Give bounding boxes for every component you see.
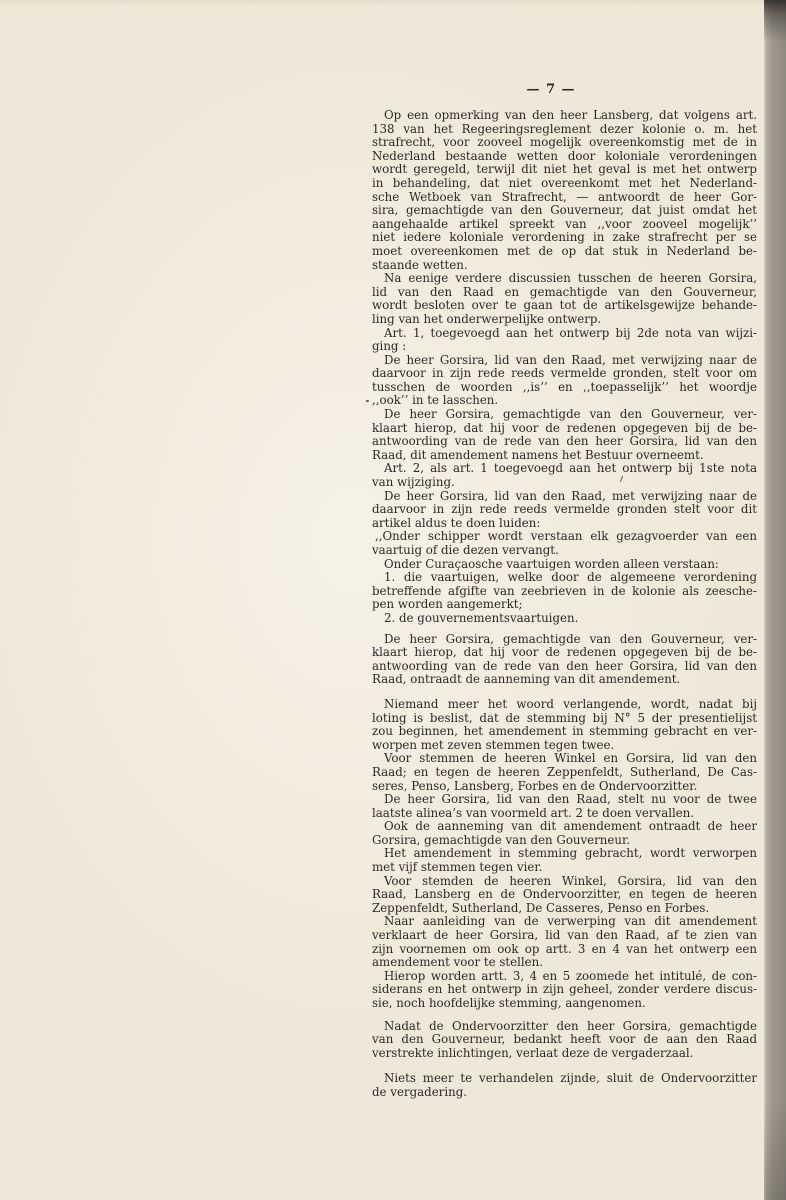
text-line: de vergadering. [372, 1084, 467, 1099]
text-line: 1. die vaartuigen, welke door de algemeene verordening [384, 570, 757, 585]
paragraph [372, 354, 757, 408]
text-line: Naar aanleiding van de verwerping van dit amendement [384, 914, 757, 929]
text-line: Raad, Lansberg en de Ondervoorzitter, en tegen de heeren [372, 887, 757, 902]
paragraph [372, 820, 757, 847]
paragraph [372, 752, 757, 793]
paragraph [372, 847, 757, 874]
text-line: Nadat de Ondervoorzitter den heer Gorsira, gemachtigde [384, 1018, 757, 1033]
paragraph [372, 530, 757, 557]
text-line: met vijf stemmen tegen vier. [372, 860, 543, 875]
page-number: — 7 — [526, 82, 576, 97]
text-line: Raad, ontraadt de aanneming van dit amendement. [372, 672, 681, 687]
text-line: Zeppenfeldt, Sutherland, De Casseres, Penso en Forbes. [372, 900, 710, 915]
text-line: vaartuig of die dezen vervangt. [372, 543, 559, 557]
paragraph [372, 793, 757, 820]
text-line: daarvoor in zijn rede reeds vermelde gronden, stelt voor om [372, 366, 757, 381]
text-line: De heer Gorsira, lid van den Raad, met verwijzing naar de [384, 352, 757, 367]
text-line: in behandeling, dat niet overeenkomt met het Nederland- [372, 175, 757, 190]
text-line: verklaart de heer Gorsira, lid van den Raad, af te zien van [372, 928, 757, 943]
text-line: daarvoor in zijn rede reeds vermelde gronden stelt voor dit [372, 502, 757, 517]
text-line: De heer Gorsira, gemachtigde van den Gouverneur, ver- [384, 407, 757, 422]
text-line: Voor stemden de heeren Winkel, Gorsira, lid van den [384, 873, 757, 888]
text-line: Gorsira, gemachtigde van den Gouverneur. [372, 832, 631, 847]
paragraph [372, 915, 757, 969]
paragraph [372, 571, 757, 612]
text-line: Voor stemmen de heeren Winkel en Gorsira, lid van den [384, 751, 757, 766]
text-line: Na eenige verdere discussien tusschen de heeren Gorsira, [384, 271, 757, 286]
paragraph [372, 698, 757, 752]
text-line: De heer Gorsira, gemachtigde van den Gouverneur, ver- [384, 631, 757, 646]
paragraph [372, 1020, 757, 1061]
ink-mark [366, 400, 369, 402]
text-line: verstrekte inlichtingen, verlaat deze de vergaderzaal. [372, 1045, 694, 1060]
paragraph [372, 462, 757, 489]
text-line: klaart hierop, dat hij voor de redenen opgegeven bij de be- [372, 645, 757, 660]
paragraph [372, 970, 757, 1011]
text-line: pen worden aangemerkt; [372, 597, 523, 612]
text-line: Niemand meer het woord verlangende, wordt, nadat bij [384, 696, 757, 711]
binding-edge [764, 0, 786, 1200]
paragraph [372, 109, 757, 272]
text-line: ling van het onderwerpelijke ontwerp. [372, 311, 602, 326]
text-line: niet iedere koloniale verordening in zake strafrecht per se [372, 230, 757, 245]
text-line: ging : [372, 339, 407, 354]
text-column [372, 109, 757, 1100]
text-line: wordt besloten over te gaan tot de artikelsgewijze behande- [372, 298, 757, 313]
text-line: Onder Curaçaosche vaartuigen worden alleen verstaan: [384, 556, 719, 571]
text-line: sira, gemachtigde van den Gouverneur, dat juist omdat het [372, 203, 757, 218]
text-line: artikel aldus te doen luiden: [372, 515, 541, 530]
text-line: van wijziging. [372, 475, 455, 490]
text-line: Art. 1, toegevoegd aan het ontwerp bij 2de nota van wijzi- [384, 325, 757, 340]
text-line: antwoording van de rede van den heer Gorsira, lid van den [372, 434, 757, 449]
text-line: aangehaalde artikel spreekt van ,,voor zooveel mogelijk’’ [372, 216, 757, 231]
text-line: worpen met zeven stemmen tegen twee. [372, 737, 615, 752]
paragraph [372, 490, 757, 531]
paragraph [372, 272, 757, 326]
text-line: Het amendement in stemming gebracht, wordt verworpen [384, 846, 757, 861]
text-line: antwoording van de rede van den heer Gorsira, lid van den [372, 658, 757, 673]
text-line: Art. 2, als art. 1 toegevoegd aan het ontwerp bij 1ste nota [384, 461, 757, 476]
text-line: Hierop worden artt. 3, 4 en 5 zoomede het intitulé, de con- [384, 968, 757, 983]
text-line: klaart hierop, dat hij voor de redenen opgegeven bij de be- [372, 420, 757, 435]
text-line: van den Gouverneur, bedankt heeft voor de aan den Raad [372, 1032, 757, 1047]
text-line: seres, Penso, Lansberg, Forbes en de Ondervoorzitter. [372, 778, 698, 793]
text-line: loting is beslist, dat de stemming bij N° 5 der presentielijst [372, 710, 757, 725]
text-line: staande wetten. [372, 257, 468, 272]
text-line: moet overeenkomen met de op dat stuk in Nederland be- [372, 243, 757, 258]
text-line: tusschen de woorden ,,is’’ en ,,toepasselijk’’ het woordje [372, 379, 757, 394]
paragraph [372, 558, 757, 572]
text-line: lid van den Raad en gemachtigde van den Gouverneur, [372, 284, 757, 299]
text-line: betreffende afgifte van zeebrieven in de kolonie als zeesche- [372, 583, 757, 598]
text-line: zou beginnen, het amendement in stemming gebracht en ver- [372, 724, 757, 739]
text-line: Raad, dit amendement namens het Bestuur overneemt. [372, 447, 704, 462]
paragraph [372, 1072, 757, 1099]
text-line: ,,Onder schipper wordt verstaan elk gezagvoerder van een [375, 529, 757, 544]
text-line: De heer Gorsira, lid van den Raad, met verwijzing naar de [384, 488, 757, 503]
text-line: sie, noch hoofdelijke stemming, aangenomen. [372, 996, 646, 1010]
paragraph [372, 327, 757, 354]
text-line: Op een opmerking van den heer Lansberg, dat volgens art. [384, 108, 757, 122]
text-line: Raad; en tegen de heeren Zeppenfeldt, Sutherland, De Cas- [372, 764, 757, 779]
text-line: 138 van het Regeeringsreglement dezer kolonie o. m. het [372, 121, 757, 136]
text-line: ,,ook’’ in te lasschen. [372, 393, 499, 408]
text-line: zijn voornemen om ook op artt. 3 en 4 van het ontwerp een [372, 941, 757, 956]
text-line: wordt geregeld, terwijl dit niet het geval is met het ontwerp [372, 162, 757, 177]
text-line: 2. de gouvernementsvaartuigen. [384, 610, 579, 625]
text-line: laatste alinea’s van voormeld art. 2 te doen vervallen. [372, 805, 695, 820]
paragraph [372, 633, 757, 687]
paragraph [372, 612, 757, 626]
text-line: sche Wetboek van Strafrecht, — antwoordt de heer Gor- [372, 189, 757, 204]
paragraph [372, 408, 757, 462]
text-line: Nederland bestaande wetten door koloniale verordeningen [372, 148, 757, 163]
text-line: De heer Gorsira, lid van den Raad, stelt nu voor de twee [384, 792, 757, 807]
text-line: strafrecht, voor zooveel mogelijk overeenkomstig met de in [372, 135, 757, 150]
text-line: amendement voor te stellen. [372, 955, 543, 970]
text-line: siderans en het ontwerp in zijn geheel, zonder verdere discus- [372, 982, 757, 997]
text-line: Niets meer te verhandelen zijnde, sluit de Ondervoorzitter [384, 1071, 757, 1086]
paragraph [372, 875, 757, 916]
text-line: Ook de aanneming van dit amendement ontraadt de heer [384, 819, 757, 834]
